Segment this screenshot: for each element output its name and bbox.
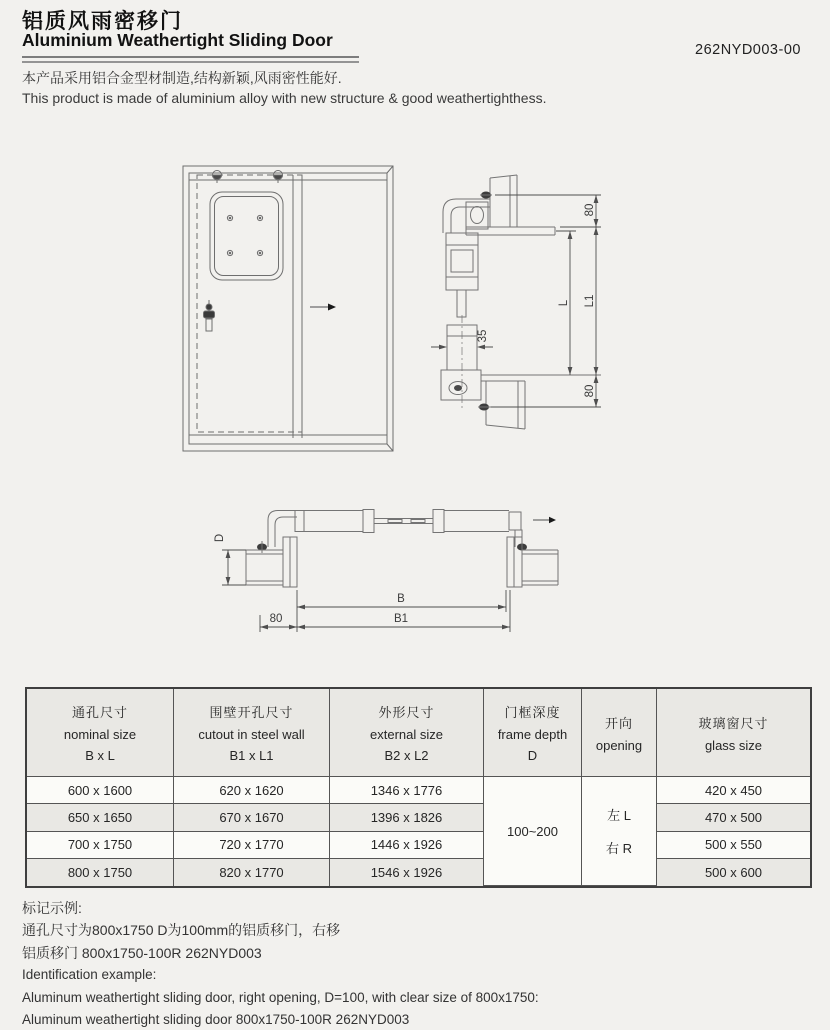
th-label-sub: B2 x L2 (384, 748, 429, 763)
table-cell-external: 1396 x 1826 (330, 804, 484, 831)
th-glass-size (657, 689, 810, 777)
front-view-svg (172, 158, 402, 458)
door-window (210, 192, 283, 280)
table-cell-opening (582, 777, 657, 886)
dim-label-l: L (558, 299, 570, 307)
th-label: 外形尺寸 (378, 705, 435, 720)
table-cell-nominal: 650 x 1650 (27, 804, 174, 831)
dim-label-b: B (397, 593, 405, 605)
top-roller-left (213, 171, 222, 184)
th-label-en: cutout in steel wall (198, 727, 305, 742)
th-nominal-size (27, 689, 174, 777)
table-cell-glass: 500 x 600 (657, 859, 810, 886)
table-cell-glass: 470 x 500 (657, 804, 810, 831)
handle-icon (204, 300, 215, 331)
vertical-section-svg (420, 155, 635, 445)
th-frame-depth (484, 689, 582, 777)
door-slab-lower (447, 315, 477, 410)
opening-left: 左 L (607, 808, 631, 824)
th-label: 玻璃窗尺寸 (698, 715, 769, 731)
title-divider (22, 56, 359, 63)
th-label: 开向 (604, 715, 633, 731)
bottom-roller-assembly (441, 370, 481, 400)
page-title-en: Aluminium Weathertight Sliding Door (22, 30, 333, 50)
bottom-wall-section (478, 381, 525, 429)
top-roller-right (274, 171, 283, 184)
drawing-horizontal-section (200, 490, 590, 640)
door-panel-section (295, 510, 521, 533)
right-wall-section (522, 550, 558, 585)
top-hanger-assembly (443, 199, 490, 233)
left-wall-section (246, 550, 283, 585)
table-cell-cutout: 820 x 1770 (174, 859, 330, 886)
right-frame-section (507, 530, 527, 587)
spec-table (25, 687, 812, 888)
page-title-zh: 铝质风雨密移门 (22, 10, 183, 33)
th-label-sub: B x L (85, 748, 115, 763)
dim-label-35: 35 (477, 329, 489, 343)
dimension-lines-2 (222, 550, 510, 632)
dim-label-b1: B1 (393, 613, 409, 625)
th-label: 通孔尺寸 (71, 705, 128, 720)
drawing-vertical-section (420, 155, 635, 445)
dim-label-d: D (214, 533, 226, 543)
dim-label-top-80: 80 (584, 203, 596, 217)
dim-label-bottom-80: 80 (584, 384, 596, 398)
slide-direction-arrow-2 (533, 517, 556, 523)
table-cell-glass: 420 x 450 (657, 777, 810, 804)
table-cell-cutout: 670 x 1670 (174, 804, 330, 831)
th-label-en: glass size (704, 737, 763, 753)
th-cutout (174, 689, 330, 777)
identification-title-zh: 标记示例: (22, 900, 82, 916)
table-cell-external: 1546 x 1926 (330, 859, 484, 886)
table-cell-external: 1446 x 1926 (330, 832, 484, 859)
document-number: 262NYD003-00 (695, 42, 801, 58)
slide-direction-arrow (310, 304, 336, 311)
th-label-sub: B1 x L1 (229, 748, 274, 763)
th-label-en: external size (370, 727, 443, 742)
th-external-size (330, 689, 484, 777)
identification-line2-zh: 铝质移门 800x1750-100R 262NYD003 (22, 945, 262, 961)
th-label-en: frame depth (497, 727, 568, 742)
dim-label-l1: L1 (584, 294, 596, 308)
th-label-en: opening (595, 737, 643, 753)
table-cell-external: 1346 x 1776 (330, 777, 484, 804)
table-cell-frame-depth: 100~200 (484, 777, 582, 886)
th-label: 门框深度 (504, 705, 561, 720)
table-cell-cutout: 620 x 1620 (174, 777, 330, 804)
table-cell-nominal: 700 x 1750 (27, 832, 174, 859)
dim-label-80: 80 (269, 613, 283, 625)
identification-line1-en: Aluminum weathertight sliding door, right opening, D=100, with clear size of 800x1750: (22, 990, 539, 1005)
th-opening (582, 689, 657, 777)
identification-line2-en: Aluminum weathertight sliding door 800x1750-100R 262NYD003 (22, 1012, 410, 1027)
product-description-en: This product is made of aluminium alloy with new structure & good weathertighthess. (22, 90, 547, 106)
table-cell-cutout: 720 x 1770 (174, 832, 330, 859)
door-inner-frame (189, 173, 387, 444)
top-wall-section (480, 175, 517, 227)
table-cell-nominal: 800 x 1750 (27, 859, 174, 886)
left-frame-section (257, 511, 297, 588)
th-label: 围壁开孔尺寸 (209, 705, 294, 720)
table-cell-glass: 500 x 550 (657, 832, 810, 859)
product-description-zh: 本产品采用铝合金型材制造,结构新颖,风雨密性能好. (22, 70, 342, 86)
identification-line1-zh: 通孔尺寸为800x1750 D为100mm的铝质移门，右移 (22, 922, 341, 938)
opening-right: 右 R (605, 841, 632, 857)
th-label-en: nominal size (63, 727, 137, 742)
identification-title-en: Identification example: (22, 967, 157, 982)
drawing-front-view (172, 158, 402, 458)
th-label-sub: D (527, 748, 538, 763)
table-cell-nominal: 600 x 1600 (27, 777, 174, 804)
door-slab-upper (446, 233, 478, 317)
door-leaf-outline (197, 175, 302, 432)
